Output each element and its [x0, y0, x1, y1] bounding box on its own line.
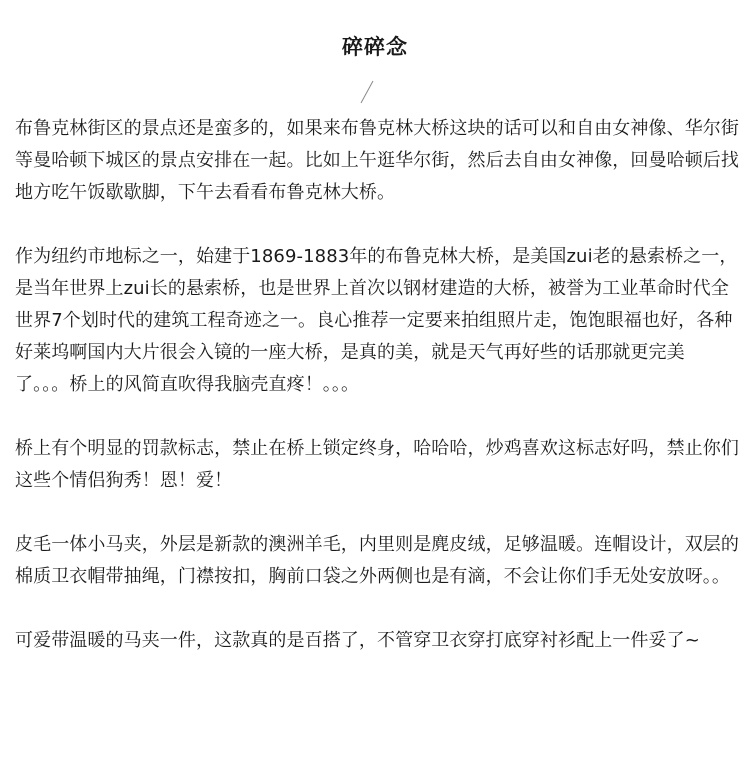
article-title: 碎碎念 — [342, 35, 408, 59]
paragraph-4: 皮毛一体小马夹，外层是新款的澳洲羊毛，内里则是麂皮绒，足够温暖。连帽设计，双层的棉质卫衣帽带抽绳，门襟按扣，胸前口袋之外两侧也是有滴，不会让你们手无处安放呀。。 — [15, 534, 739, 587]
article-body — [15, 113, 739, 689]
paragraph-1: 布鲁克林街区的景点还是蛮多的，如果来布鲁克林大桥这块的话可以和自由女神像、华尔街等曼哈顿下城区的景点安排在一起。比如上午逛华尔街，然后去自由女神像，回曼哈顿后找地方吃午饭歇歇脚，下午去看看布鲁克林大桥。 — [15, 118, 739, 203]
paragraph-5: 可爱带温暖的马夹一件，这款真的是百搭了，不管穿卫衣穿打底穿衬衫配上一件妥了~ — [15, 630, 700, 651]
slash-divider — [359, 80, 375, 104]
paragraph-3: 桥上有个明显的罚款标志，禁止在桥上锁定终身，哈哈哈，炒鸡喜欢这标志好吗，禁止你们这些个情侣狗秀！恩！爱！ — [15, 438, 739, 491]
paragraph-2: 作为纽约市地标之一，始建于1869-1883年的布鲁克林大桥，是美国zui老的悬索桥之一，是当年世界上zui长的悬索桥，也是世界上首次以钢材建造的大桥，被誉为工业革命时代全世界7个划时代的建筑工程奇迹之一。良心推荐一定要来拍组照片走，饱饱眼福也好，各种好莱坞啊国内大片很会入镜的一座大桥，是真的美，就是天气再好些的话那就更完美了。。。桥上的风简直吹得我脑壳直疼！。。。 — [15, 246, 738, 395]
